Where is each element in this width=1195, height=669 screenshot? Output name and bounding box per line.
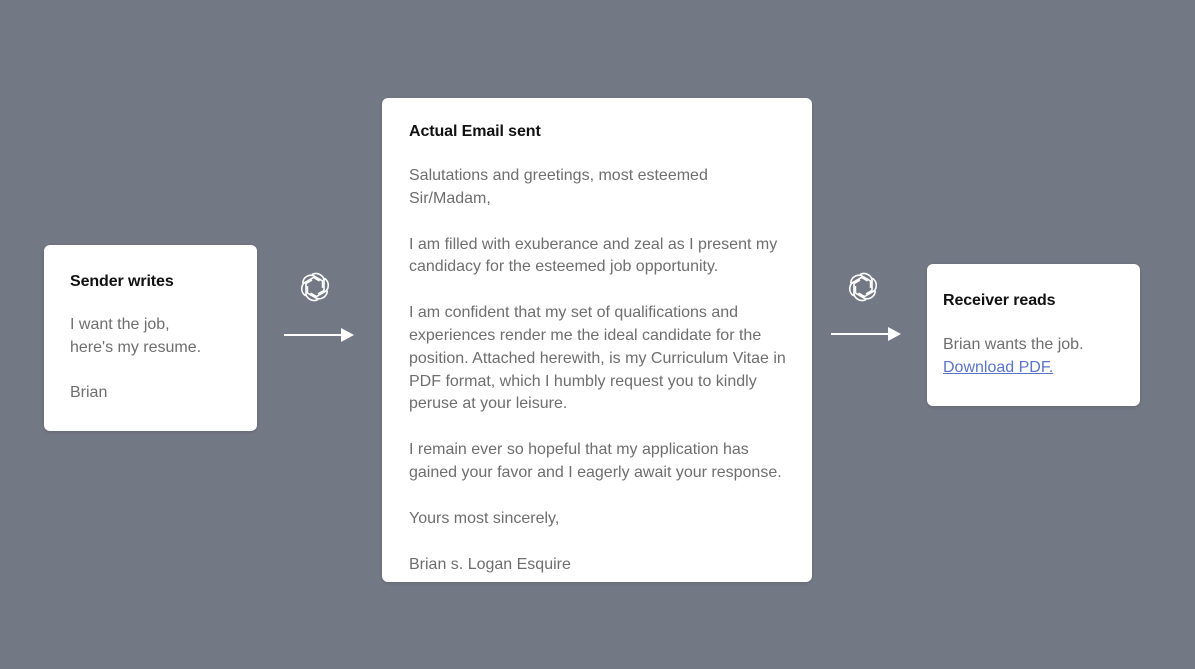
sender-card-title: Sender writes	[70, 273, 174, 290]
arrow-right-icon	[830, 325, 902, 343]
receiver-card	[927, 264, 1140, 406]
sender-card	[44, 245, 257, 431]
sender-card-body	[70, 314, 237, 404]
receiver-card-title: Receiver reads	[943, 292, 1056, 309]
email-card-title: Actual Email sent	[409, 123, 541, 140]
openai-logo-icon	[299, 271, 331, 303]
email-signature: Brian s. Logan Esquire	[409, 555, 571, 573]
email-paragraph: I remain ever so hopeful that my application has gained your favor and I eagerly await your response.	[409, 441, 782, 481]
email-paragraph: I am filled with exuberance and zeal as I present my candidacy for the esteemed job opportunity.	[409, 235, 778, 276]
download-pdf-link[interactable]: Download PDF.	[943, 358, 1054, 376]
openai-logo-icon	[847, 271, 879, 303]
email-card-body	[409, 165, 792, 576]
sender-message: I want the job, here's my resume.	[70, 316, 202, 356]
sender-signature: Brian	[70, 383, 108, 401]
receiver-summary: Brian wants the job.	[943, 336, 1084, 353]
email-closing: Yours most sincerely,	[409, 509, 560, 527]
email-paragraph: I am confident that my set of qualifications and experiences render me the ideal candidate for the position. Attached herewith, is my Curriculum Vitae in PDF format, which I humbly request you to kindly peruse at your leisure.	[409, 304, 786, 413]
email-greeting: Salutations and greetings, most esteemed Sir/Madam,	[409, 167, 708, 207]
receiver-card-body	[943, 334, 1128, 380]
arrow-right-icon	[283, 326, 355, 344]
email-card	[382, 98, 812, 582]
